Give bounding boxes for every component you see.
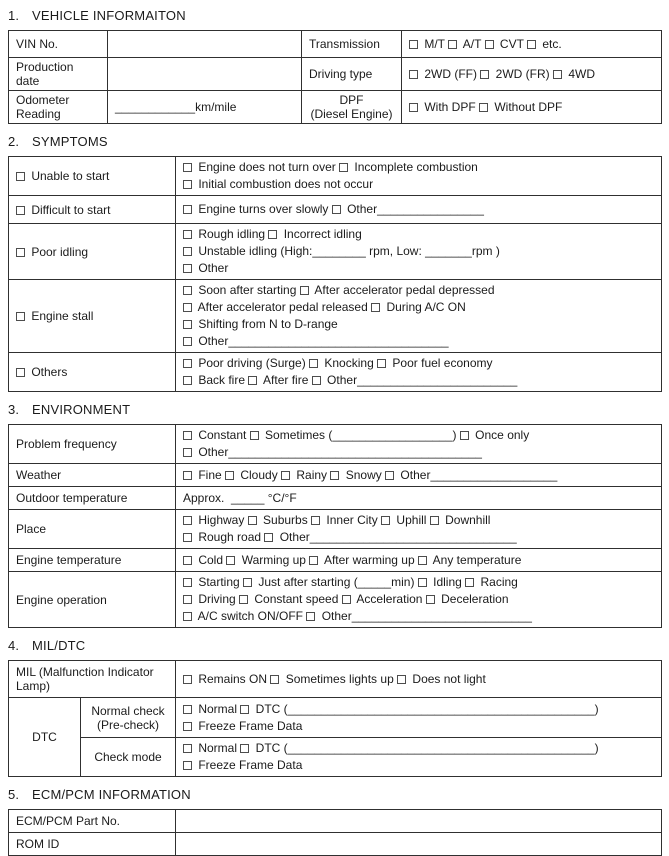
transmission-label: Transmission [302, 31, 402, 58]
checkbox-icon [460, 431, 469, 440]
option-line: Soon after starting After accelerator pedal depressed [183, 282, 654, 299]
checkbox-icon [332, 205, 341, 214]
place-options [176, 510, 662, 549]
checkbox-icon [183, 247, 192, 256]
option-line: Poor driving (Surge) Knocking Poor fuel economy [183, 355, 654, 372]
option-line: Freeze Frame Data [183, 718, 654, 735]
checkbox-icon [183, 556, 192, 565]
dtc-check-mode-label: Check mode [81, 738, 176, 777]
symptom-others-options [176, 353, 662, 392]
checkbox-icon [465, 578, 474, 587]
option-line: Approx. _____ °C/°F [183, 490, 297, 505]
checkbox-icon [16, 206, 25, 215]
ecm-pcm-part-no-label: ECM/PCM Part No. [9, 810, 176, 833]
checkbox-icon [16, 368, 25, 377]
checkbox-icon [281, 471, 290, 480]
checkbox-icon [226, 556, 235, 565]
option-line: Normal DTC (______________________________________________) [183, 740, 654, 757]
checkbox-icon [183, 516, 192, 525]
production-date-label: Production date [9, 58, 108, 91]
checkbox-icon [480, 70, 489, 79]
checkbox-icon [306, 612, 315, 621]
checkbox-icon [448, 40, 457, 49]
checkbox-icon [527, 40, 536, 49]
option-line: Highway Suburbs Inner City Uphill Downhill [183, 512, 654, 529]
checkbox-icon [330, 471, 339, 480]
checkbox-icon [183, 578, 192, 587]
section-heading-vehicle-information [8, 8, 661, 23]
option-line: Other_________________________________ [183, 333, 654, 350]
option-line: Rough road Other_______________________________ [183, 529, 654, 546]
dtc-check-mode-options [176, 738, 662, 777]
checkbox-icon [243, 578, 252, 587]
checkbox-icon [183, 376, 192, 385]
checkbox-icon [240, 744, 249, 753]
checkbox-icon [183, 180, 192, 189]
checkbox-icon [264, 533, 273, 542]
checkbox-icon [270, 675, 279, 684]
transmission-options: M/T A/T CVT etc. [409, 36, 654, 53]
checkbox-icon [309, 556, 318, 565]
symptom-engine-stall-options [176, 280, 662, 353]
symptom-poor-idling-label: Poor idling [9, 224, 176, 280]
dtc-label: DTC [9, 698, 81, 777]
option-line: A/C switch ON/OFF Other___________________________ [183, 608, 654, 625]
option-line: Driving Constant speed Acceleration Deceleration [183, 591, 654, 608]
section-title: SYMPTOMS [32, 134, 108, 149]
checkbox-icon [183, 675, 192, 684]
checkbox-icon [409, 103, 418, 112]
environment-table [8, 424, 662, 628]
section-number: 5. [8, 787, 20, 802]
checkbox-icon [309, 359, 318, 368]
option-line: Cold Warming up After warming up Any temperature [183, 552, 654, 569]
option-line: Other [183, 260, 654, 277]
checkbox-icon [183, 595, 192, 604]
checkbox-icon [183, 205, 192, 214]
checkbox-icon [485, 40, 494, 49]
vin-value [108, 31, 302, 58]
checkbox-icon [248, 516, 257, 525]
checkbox-icon [183, 448, 192, 457]
checkbox-icon [183, 303, 192, 312]
section-title: VEHICLE INFORMAITON [32, 8, 186, 23]
place-label: Place [9, 510, 176, 549]
problem-frequency-label: Problem frequency [9, 425, 176, 464]
section-title: MIL/DTC [32, 638, 86, 653]
symptom-unable-to-start-options [176, 157, 662, 196]
checkbox-icon [409, 40, 418, 49]
problem-frequency-options [176, 425, 662, 464]
checkbox-icon [183, 612, 192, 621]
checkbox-icon [16, 172, 25, 181]
checkbox-icon [371, 303, 380, 312]
outdoor-temperature-label: Outdoor temperature [9, 487, 176, 510]
vehicle-info-table [8, 30, 662, 124]
checkbox-icon [183, 359, 192, 368]
table-row [9, 280, 662, 353]
table-row [9, 157, 662, 196]
option-line: Constant Sometimes (__________________) Once only [183, 427, 654, 444]
table-row [9, 224, 662, 280]
option-line: Other______________________________________ [183, 444, 654, 461]
vin-label: VIN No. [9, 31, 108, 58]
table-row [9, 196, 662, 224]
option-line: After accelerator pedal released During A/C ON [183, 299, 654, 316]
checkbox-icon [239, 595, 248, 604]
checkbox-icon [183, 761, 192, 770]
symptom-unable-to-start-label: Unable to start [9, 157, 176, 196]
section-heading-ecm-pcm [8, 787, 661, 802]
checkbox-icon [268, 230, 277, 239]
checkbox-icon [183, 431, 192, 440]
checkbox-icon [312, 376, 321, 385]
option-line: Shifting from N to D-range [183, 316, 654, 333]
table-row [9, 464, 662, 487]
dpf-label: DPF (Diesel Engine) [302, 91, 402, 124]
engine-temperature-label: Engine temperature [9, 549, 176, 572]
option-line: Rough idling Incorrect idling [183, 226, 654, 243]
symptom-difficult-to-start-label: Difficult to start [9, 196, 176, 224]
table-row [9, 738, 662, 777]
odometer-label: Odometer Reading [9, 91, 108, 124]
checkbox-icon [426, 595, 435, 604]
option-line: Unstable idling (High:________ rpm, Low: _______rpm ) [183, 243, 654, 260]
checkbox-icon [183, 705, 192, 714]
checkbox-icon [430, 516, 439, 525]
mil-dtc-table [8, 660, 662, 777]
option-line: Initial combustion does not occur [183, 176, 654, 193]
table-row [9, 91, 662, 124]
mil-label: MIL (Malfunction Indicator Lamp) [9, 661, 176, 698]
checkbox-icon [418, 578, 427, 587]
checkbox-icon [397, 675, 406, 684]
production-date-value [108, 58, 302, 91]
engine-temperature-options [176, 549, 662, 572]
table-row [9, 572, 662, 628]
checkbox-icon [183, 471, 192, 480]
checkbox-icon [183, 744, 192, 753]
driving-type-label: Driving type [302, 58, 402, 91]
section-heading-environment [8, 402, 661, 417]
checkbox-icon [377, 359, 386, 368]
option-line: Starting Just after starting (_____min) Idling Racing [183, 574, 654, 591]
checkbox-icon [409, 70, 418, 79]
section-number: 4. [8, 638, 20, 653]
checkbox-icon [183, 320, 192, 329]
outdoor-temperature-options [176, 487, 662, 510]
checkbox-icon [16, 248, 25, 257]
checkbox-icon [16, 312, 25, 321]
table-row [9, 661, 662, 698]
option-line: Engine turns over slowly Other________________ [183, 201, 654, 218]
checkbox-icon [183, 163, 192, 172]
checkbox-icon [183, 533, 192, 542]
dtc-normal-check-options [176, 698, 662, 738]
mil-options [176, 661, 662, 698]
checkbox-icon [339, 163, 348, 172]
checkbox-icon [300, 286, 309, 295]
section-heading-mil-dtc [8, 638, 661, 653]
checkbox-icon [418, 556, 427, 565]
checkbox-icon [183, 337, 192, 346]
table-row [9, 549, 662, 572]
dtc-normal-check-label: Normal check (Pre-check) [81, 698, 176, 738]
table-row [9, 833, 662, 856]
checkbox-icon [311, 516, 320, 525]
option-line: Fine Cloudy Rainy Snowy Other___________________ [183, 467, 654, 484]
rom-id-label: ROM ID [9, 833, 176, 856]
checkbox-icon [183, 286, 192, 295]
table-row [9, 31, 662, 58]
checkbox-icon [225, 471, 234, 480]
checkbox-icon [183, 264, 192, 273]
weather-options [176, 464, 662, 487]
checkbox-icon [248, 376, 257, 385]
checkbox-icon [385, 471, 394, 480]
engine-operation-options [176, 572, 662, 628]
driving-type-options: 2WD (FF) 2WD (FR) 4WD [409, 66, 654, 83]
checkbox-icon [183, 722, 192, 731]
checkbox-icon [381, 516, 390, 525]
dpf-options: With DPF Without DPF [409, 99, 654, 116]
table-row [9, 353, 662, 392]
checkbox-icon [553, 70, 562, 79]
ecm-pcm-part-no-value [176, 810, 662, 833]
checkbox-icon [342, 595, 351, 604]
section-number: 3. [8, 402, 20, 417]
checkbox-icon [183, 230, 192, 239]
table-row [9, 698, 662, 738]
checkbox-icon [250, 431, 259, 440]
checkbox-icon [240, 705, 249, 714]
checkbox-icon [479, 103, 488, 112]
engine-operation-label: Engine operation [9, 572, 176, 628]
symptom-others-label: Others [9, 353, 176, 392]
option-line: Back fire After fire Other________________________ [183, 372, 654, 389]
table-row [9, 810, 662, 833]
symptom-difficult-to-start-options [176, 196, 662, 224]
table-row [9, 487, 662, 510]
section-title: ECM/PCM INFORMATION [32, 787, 191, 802]
section-title: ENVIRONMENT [32, 402, 131, 417]
rom-id-value [176, 833, 662, 856]
option-line: Engine does not turn over Incomplete combustion [183, 159, 654, 176]
section-number: 2. [8, 134, 20, 149]
option-line: Remains ON Sometimes lights up Does not light [183, 671, 654, 688]
section-number: 1. [8, 8, 20, 23]
symptom-poor-idling-options [176, 224, 662, 280]
option-line: Freeze Frame Data [183, 757, 654, 774]
option-line: Normal DTC (______________________________________________) [183, 701, 654, 718]
table-row [9, 58, 662, 91]
table-row [9, 510, 662, 549]
table-row [9, 425, 662, 464]
weather-label: Weather [9, 464, 176, 487]
odometer-value: ____________km/mile [108, 91, 302, 124]
symptoms-table [8, 156, 662, 392]
symptom-engine-stall-label: Engine stall [9, 280, 176, 353]
section-heading-symptoms [8, 134, 661, 149]
